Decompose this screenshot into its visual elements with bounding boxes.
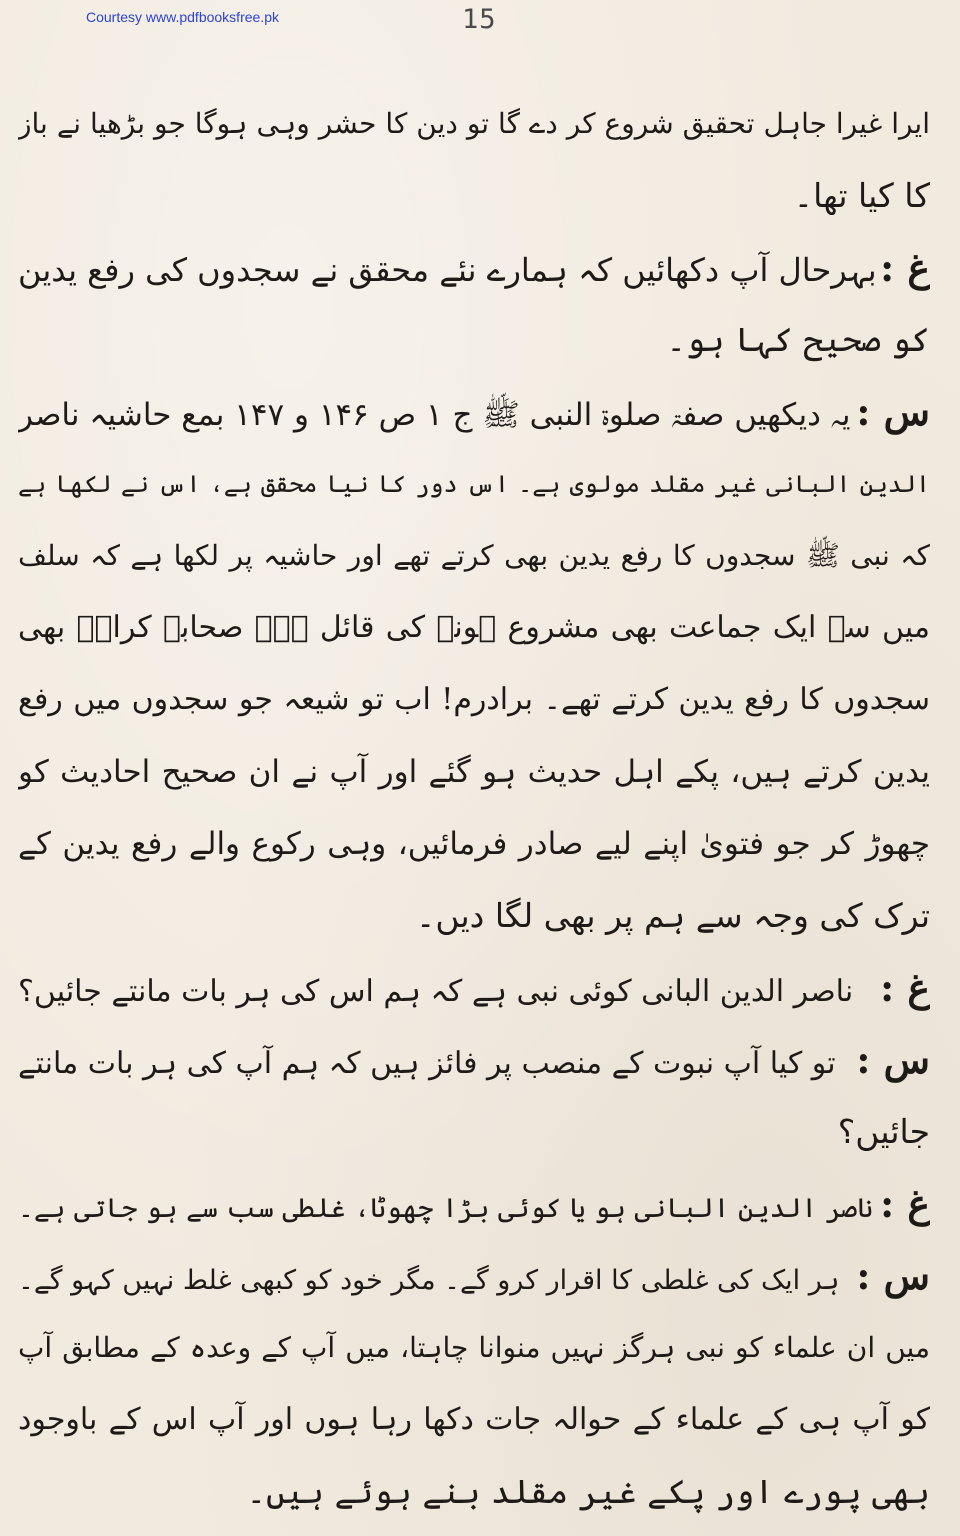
page-number: 15 <box>462 4 497 35</box>
speaker-label: غ : <box>880 1181 930 1226</box>
text-line: س : تو کیا آپ نبوت کے منصب پر فائز ہیں کہ ہم آپ کی ہر بات مانتے <box>18 1030 930 1102</box>
speaker-label: غ : <box>880 245 930 290</box>
speaker-label: غ : <box>880 965 930 1010</box>
text-line: سجدوں کا رفع یدین کرتے تھے۔ برادرم! اب تو شیعہ جو سجدوں میں رفع <box>18 682 930 717</box>
text-line: میں ان علماء کو نبی ہرگز نہیں منوانا چاہتا، میں آپ کے وعدہ کے مطابق آپ <box>18 1331 930 1364</box>
text-line: س : ہر ایک کی غلطی کا اقرار کرو گے۔ مگر خود کو کبھی غلط نہیں کہو گے۔ <box>18 1246 930 1318</box>
text-line: کا کیا تھا۔ <box>793 176 930 215</box>
courtesy-watermark: Courtesy www.pdfbooksfree.pk <box>86 9 279 25</box>
text-line: غ : ناصر الدین البانی کوئی نبی ہے کہ ہم اس کی ہر بات مانتے جائیں؟ <box>18 958 930 1030</box>
text-line: ترک کی وجہ سے ہم پر بھی لگا دیں۔ <box>416 896 930 935</box>
text-line: میں سے ایک جماعت بھی مشروع ہونے کی قائل ہے۔ صحابہ کرامؓ بھی <box>18 610 930 645</box>
text-line: یدین کرتے ہیں، پکے اہل حدیث ہو گئے اور آپ نے ان صحیح احادیث کو <box>18 754 930 790</box>
page-body <box>18 94 930 1534</box>
text-line: س : یہ دیکھیں صفۃ صلوۃ النبی ﷺ ج ۱ ص ۱۴۶ و ۱۴۷ بمع حاشیہ ناصر <box>18 382 930 454</box>
text-line: الدین البانی غیر مقلد مولوی ہے۔ اس دور کا نیا محقق ہے، اس نے لکھا ہے <box>18 470 930 498</box>
text-line: کو صحیح کہا ہو۔ <box>666 320 930 359</box>
text-line: چھوڑ کر جو فتویٰ اپنے لیے صادر فرمائیں، وہی رکوع والے رفع یدین کے <box>18 826 930 862</box>
text-line: بھی پورے اور پکے غیر مقلد بنے ہوئے ہیں۔ <box>246 1472 930 1511</box>
text-line: غ : بہرحال آپ دکھائیں کہ ہمارے نئے محقق نے سجدوں کی رفع یدین <box>18 238 930 310</box>
speaker-label: س : <box>856 389 930 434</box>
text-line: ایرا غیرا جاہل تحقیق شروع کر دے گا تو دین کا حشر وہی ہوگا جو بڑھیا نے باز <box>18 107 930 140</box>
text-line: کہ نبی ﷺ سجدوں کا رفع یدین بھی کرتے تھے اور حاشیہ پر لکھا ہے کہ سلف <box>18 539 930 572</box>
text-line: جائیں؟ <box>837 1112 930 1151</box>
speaker-label: س : <box>856 1253 930 1298</box>
text-line: کو آپ ہی کے علماء کے حوالہ جات دکھا رہا ہوں اور آپ اس کے باوجود <box>18 1402 930 1437</box>
text-line: غ : ناصر الدین البانی ہو یا کوئی بڑا چھوٹا، غلطی سب سے ہو جاتی ہے۔ <box>18 1174 930 1246</box>
speaker-label: س : <box>856 1037 930 1082</box>
